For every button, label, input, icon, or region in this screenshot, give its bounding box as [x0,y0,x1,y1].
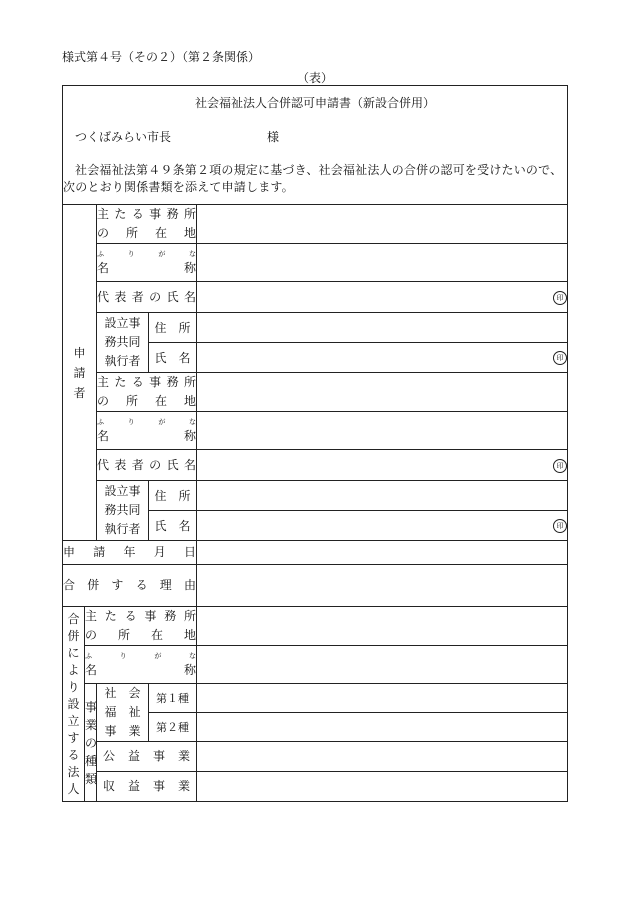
type2-business-field[interactable] [197,713,568,742]
applicant1-executor-address-field[interactable] [197,313,568,343]
addressee-line [75,128,567,146]
application-form-table [62,85,568,802]
representative-label: 代 表 者 の 氏 名 [97,282,197,313]
applicant2-office-field[interactable] [197,373,568,412]
main-office-label: 主 た る 事 務 所 の 所 在 地 [97,373,197,412]
applicant2-executor-address-field[interactable] [197,481,568,511]
social-welfare-business-label: 社 会 福 祉 事 業 [97,684,149,742]
applicant1-representative-field[interactable] [197,282,568,313]
honorific: 様 [267,129,280,144]
corp-name-label: ふ り が な 名 称 [97,244,197,282]
address-label: 住 所 [149,313,197,343]
profit-business-label: 収 益 事 業 [97,772,197,802]
form-title: 社会福祉法人合併認可申請書（新設合併用） [195,95,436,110]
front-side-label: （表） [296,71,333,85]
new-corp-name-field[interactable] [197,646,568,684]
corp-name-label: ふ り が な 名 称 [85,646,197,684]
profit-business-field[interactable] [197,772,568,802]
application-date-field[interactable] [197,541,568,565]
form-number-label: 様式第４号（その２）（第２条関係） [62,50,261,64]
merger-reason-field[interactable] [197,565,568,607]
applicant-label: 申 請 者 [63,205,97,541]
applicant2-representative-field[interactable] [197,450,568,481]
type2-label: 第２種 [149,713,197,742]
applicant2-name-field[interactable] [197,412,568,450]
applicant2-executor-name-field[interactable] [197,511,568,541]
main-office-label: 主 た る 事 務 所 の 所 在 地 [85,607,197,646]
founding-executor-label: 設立事 務共同 執行者 [97,313,149,373]
application-date-label: 申 請 年 月 日 [63,541,197,565]
public-interest-business-field[interactable] [197,742,568,772]
person-name-label: 氏 名 [149,343,197,373]
addressee: つくばみらい市長 [75,129,172,144]
type1-business-field[interactable] [197,684,568,713]
applicant1-executor-name-field[interactable] [197,343,568,373]
new-corp-office-field[interactable] [197,607,568,646]
seal-mark: 印 [553,291,567,305]
business-type-label: 事 業 の 種 類 [85,684,97,802]
founding-executor-label: 設立事 務共同 執行者 [97,481,149,541]
representative-label: 代 表 者 の 氏 名 [97,450,197,481]
applicant1-office-field[interactable] [197,205,568,244]
application-statement: 社会福祉法第４９条第２項の規定に基づき、社会福祉法人の合併の認可を受けたいので、次のとおり関係書類を添えて申請します。 [63,162,563,194]
applicant1-name-field[interactable] [197,244,568,282]
form-header [63,86,568,205]
merger-reason-label: 合 併 す る 理 由 [63,565,197,607]
corp-name-label: ふ り が な 名 称 [97,412,197,450]
new-corporation-label: 合 併 に よ り 設 立 す る 法 人 [63,607,85,802]
public-interest-business-label: 公 益 事 業 [97,742,197,772]
seal-mark: 印 [553,459,567,473]
seal-mark: 印 [553,351,567,365]
seal-mark: 印 [553,519,567,533]
address-label: 住 所 [149,481,197,511]
main-office-label: 主 た る 事 務 所 の 所 在 地 [97,205,197,244]
type1-label: 第１種 [149,684,197,713]
person-name-label: 氏 名 [149,511,197,541]
